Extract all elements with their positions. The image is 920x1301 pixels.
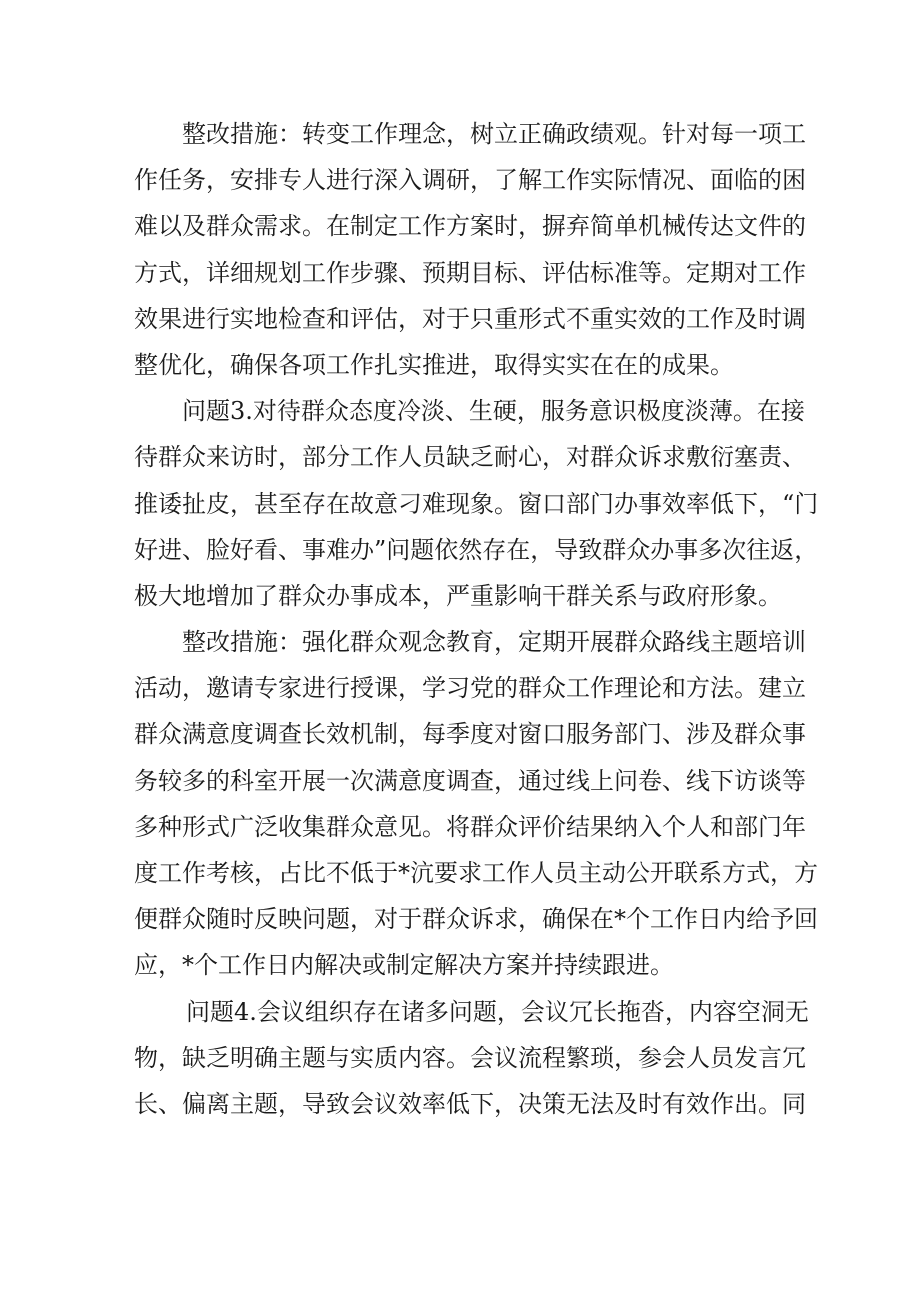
- text-line: 务较多的科室开展一次满意度调查，通过线上问卷、线下访谈等: [134, 766, 806, 795]
- document-body: [134, 111, 819, 1127]
- text-line: 活动，邀请专家进行授课，学习党的群众工作理论和方法。建立: [134, 674, 806, 703]
- text-line: 极大地增加了群众办事成本，严重影响干群关系与政府形象。: [134, 581, 782, 610]
- text-line: 整改措施：强化群众观念教育，定期开展群众路线主题培训: [182, 628, 806, 657]
- text-line: 整优化，确保各项工作扎实推进，取得实实在在的成果。: [134, 350, 734, 379]
- text-line: 应，*个工作日内解决或制定解决方案并持续跟进。: [134, 951, 674, 980]
- text-line: 难以及群众需求。在制定工作方案时，摒弃简单机械传达文件的: [134, 212, 806, 241]
- text-line: 效果进行实地检查和评估，对于只重形式不重实效的工作及时调: [134, 304, 806, 333]
- text-line: 问题4.会议组织存在诸多问题，会议冗长拖沓，内容空洞无: [186, 997, 809, 1026]
- text-line: 群众满意度调查长效机制，每季度对窗口服务部门、涉及群众事: [134, 720, 806, 749]
- paragraph-problem-4: [134, 989, 809, 1128]
- text-line: 作任务，安排专人进行深入调研，了解工作实际情况、面临的困: [134, 166, 806, 195]
- text-line: 方式，详细规划工作步骤、预期目标、评估标准等。定期对工作: [134, 258, 806, 287]
- paragraph-rectification-measures-1: [134, 111, 806, 388]
- text-line: 好进、脸好看、事难办”问题依然存在，导致群众办事多次往返，: [134, 535, 819, 564]
- text-line: 推诿扯皮，甚至存在故意刁难现象。窗口部门办事效率低下，“门: [134, 489, 819, 518]
- paragraph-rectification-measures-2: [134, 619, 818, 989]
- text-line: 问题3.对待群众态度冷淡、生硬，服务意识极度淡薄。在接: [182, 397, 805, 426]
- text-line: 物，缺乏明确主题与实质内容。会议流程繁琐，参会人员发言冗: [134, 1043, 806, 1072]
- text-line: 长、偏离主题，导致会议效率低下，决策无法及时有效作出。同: [134, 1089, 806, 1118]
- text-line: 待群众来访时，部分工作人员缺乏耐心，对群众诉求敷衍塞责、: [134, 443, 806, 472]
- text-line: 度工作考核，占比不低于*沆要求工作人员主动公开联系方式，方: [134, 859, 818, 887]
- text-line: 多种形式广泛收集群众意见。将群众评价结果纳入个人和部门年: [134, 812, 806, 841]
- paragraph-problem-3: [134, 388, 819, 619]
- text-line: 整改措施：转变工作理念，树立正确政绩观。针对每一项工: [182, 120, 806, 148]
- text-line: 便群众随时反映问题，对于群众诉求，确保在*个工作日内给予回: [134, 905, 818, 934]
